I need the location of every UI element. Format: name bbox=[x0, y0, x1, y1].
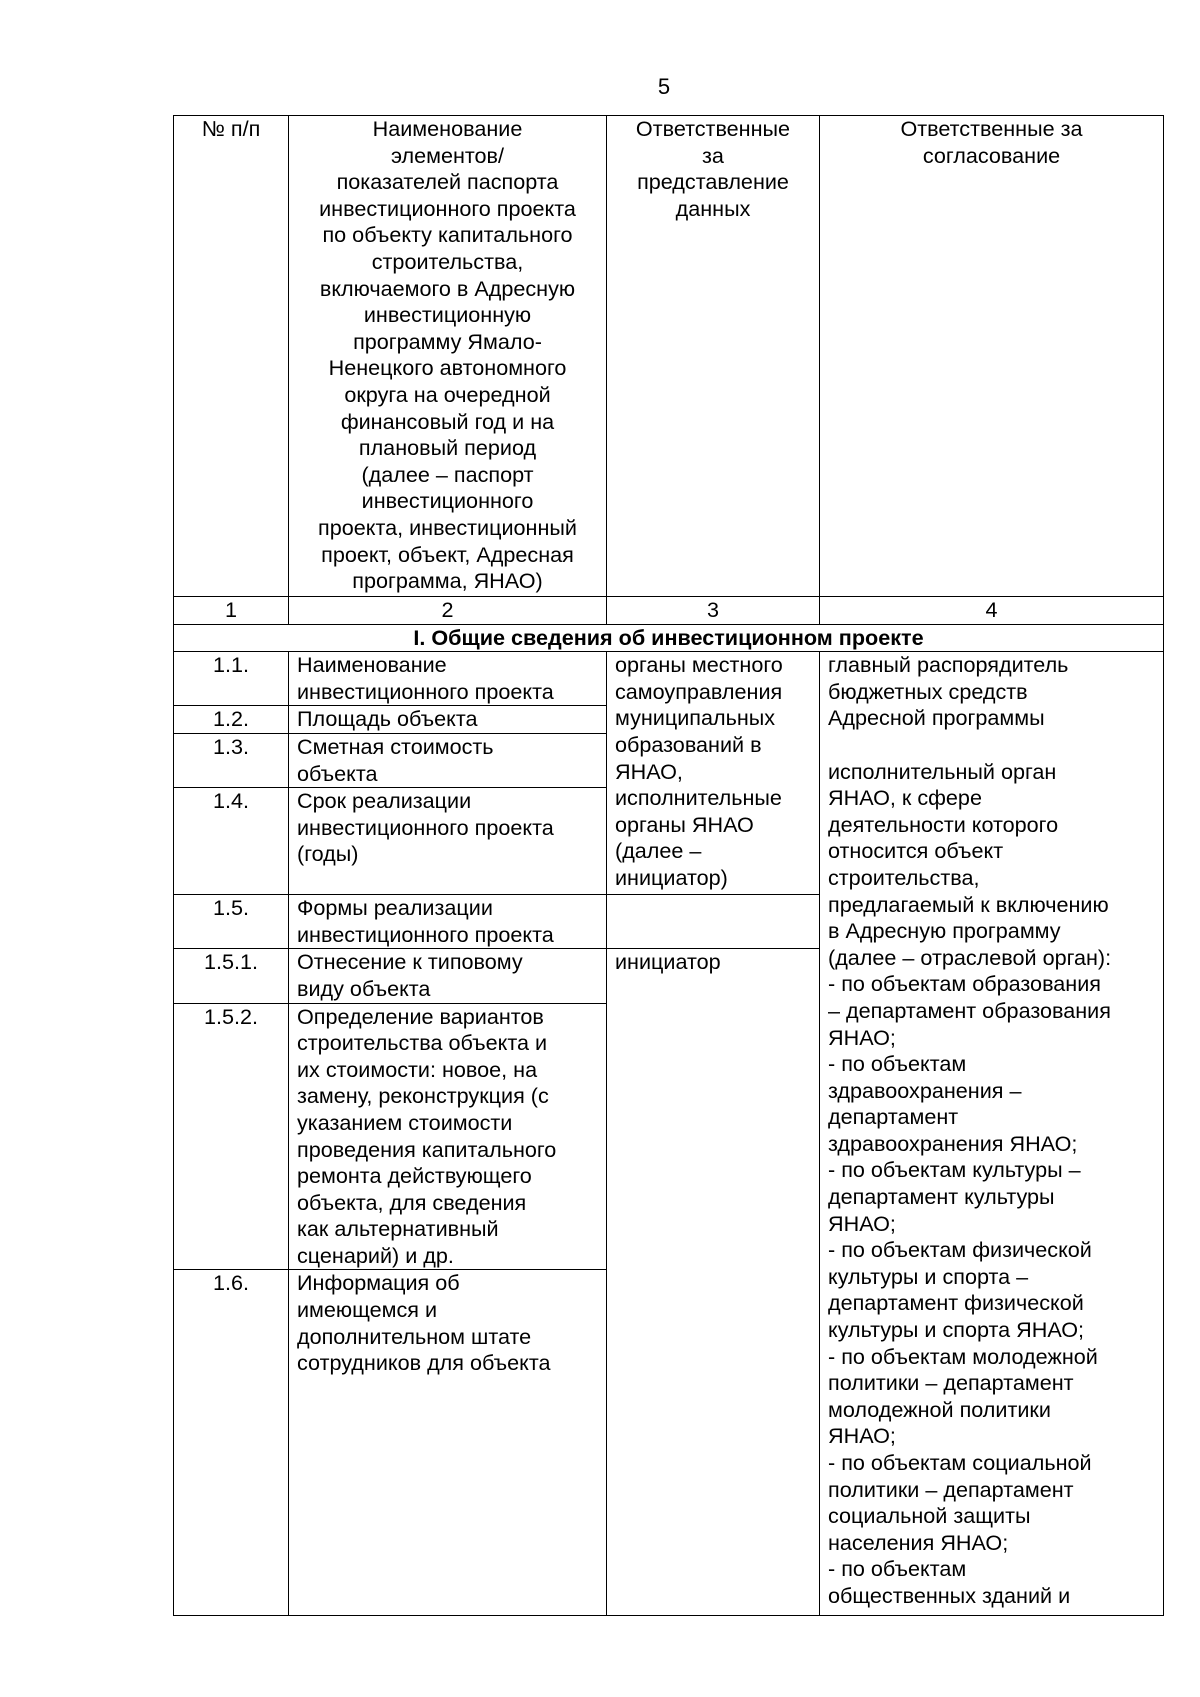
table-row bbox=[174, 652, 1164, 706]
row-number: 1.4. bbox=[174, 788, 289, 895]
row-name: Формы реализации инвестиционного проекта bbox=[289, 895, 607, 949]
row-number: 1.5.2. bbox=[174, 1003, 289, 1270]
section-title: I. Общие сведения об инвестиционном проекте bbox=[174, 624, 1164, 652]
row-number: 1.6. bbox=[174, 1270, 289, 1616]
header-row bbox=[174, 116, 1164, 597]
approval-branch-authorities: исполнительный орган ЯНАО, к сфере деятельности которого относится объект строительства, предлагаемый к включению в Адресную программу (далее – отраслевой орган): - по объектам образования – департамент образования ЯНАО; - по объектам здравоохранения – департамент здравоохранения ЯНАО; - по объектам культуры – департамент культуры ЯНАО; - по объектам физической культуры и спорта – департамент физической культуры и спорта ЯНАО; - по объектам молодежной политики – департамент молодежной политики ЯНАО; - по объектам социальной политики – департамент социальной защиты населения ЯНАО; - по объектам общественных зданий и bbox=[828, 758, 1112, 1608]
responsible-approval bbox=[820, 652, 1164, 1616]
responsible-data-initiator-only: инициатор bbox=[607, 949, 820, 1616]
section-row bbox=[174, 624, 1164, 652]
row-name: Отнесение к типовому виду объекта bbox=[289, 949, 607, 1003]
row-name: Сметная стоимость объекта bbox=[289, 733, 607, 787]
approval-gap bbox=[828, 732, 1155, 759]
row-name: Площадь объекта bbox=[289, 706, 607, 734]
row-name: Информация об имеющемся и дополнительном штате сотрудников для объекта bbox=[289, 1270, 607, 1616]
column-number-3: 3 bbox=[607, 597, 820, 625]
header-col-name: Наименование элементов/ показателей паспорта инвестиционного проекта по объекту капитального строительства, включаемого в Адресную инвестиционную программу Ямало- Ненецкого автономного округа на очередной финансовый год и на плановый период (далее – паспорт инвестиционного проекта, инвестиционный проект, объект, Адресная программа, ЯНАО) bbox=[289, 116, 607, 597]
column-numbers-row bbox=[174, 597, 1164, 625]
header-col-responsible-approval: Ответственные за согласование bbox=[820, 116, 1164, 597]
passport-table bbox=[173, 115, 1164, 1616]
row-number: 1.5.1. bbox=[174, 949, 289, 1003]
row-name: Срок реализации инвестиционного проекта (годы) bbox=[289, 788, 607, 895]
responsible-data-empty bbox=[607, 895, 820, 949]
row-number: 1.5. bbox=[174, 895, 289, 949]
column-number-1: 1 bbox=[174, 597, 289, 625]
header-col-responsible-data: Ответственные за представление данных bbox=[607, 116, 820, 597]
responsible-data-initiator: органы местного самоуправления муниципальных образований в ЯНАО, исполнительные органы ЯНАО (далее – инициатор) bbox=[607, 652, 820, 895]
column-number-2: 2 bbox=[289, 597, 607, 625]
row-name: Определение вариантов строительства объекта и их стоимости: новое, на замену, реконструкция (с указанием стоимости проведения капитального ремонта действующего объекта, для сведения как альтернативный сценарий) и др. bbox=[289, 1003, 607, 1270]
column-number-4: 4 bbox=[820, 597, 1164, 625]
row-number: 1.3. bbox=[174, 733, 289, 787]
row-number: 1.1. bbox=[174, 652, 289, 706]
row-number: 1.2. bbox=[174, 706, 289, 734]
page-number: 5 bbox=[657, 74, 671, 99]
approval-main-manager: главный распорядитель бюджетных средств Адресной программы bbox=[828, 652, 1069, 731]
row-name: Наименование инвестиционного проекта bbox=[289, 652, 607, 706]
header-col-number: № п/п bbox=[174, 116, 289, 597]
